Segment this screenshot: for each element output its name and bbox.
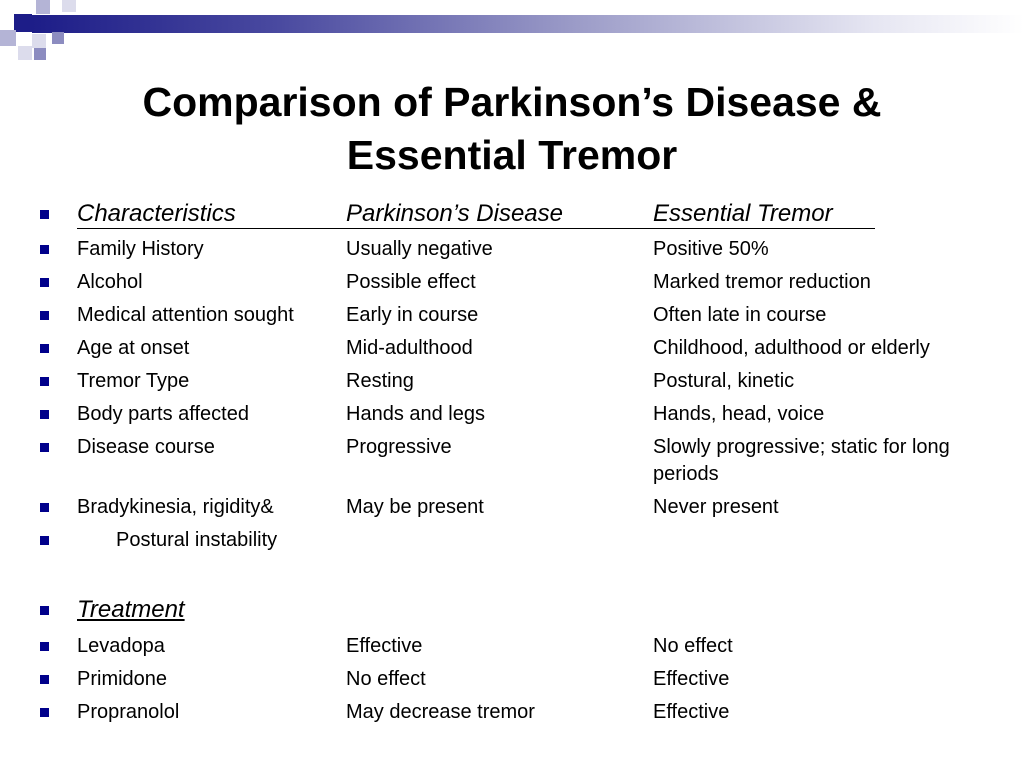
treatment-drug: Primidone xyxy=(77,668,168,690)
bullet-icon xyxy=(40,642,49,651)
row-essential-tremor: Hands, head, voice xyxy=(653,403,825,425)
decor-square xyxy=(62,0,76,12)
treatment-essential-tremor: Effective xyxy=(653,701,730,723)
row-essential-tremor: Childhood, adulthood or elderly xyxy=(653,337,930,359)
bullet-icon xyxy=(40,377,49,386)
bullet-icon xyxy=(40,410,49,419)
row-characteristic: Age at onset xyxy=(77,337,190,359)
title-line-2: Essential Tremor xyxy=(346,132,678,178)
bullet-icon xyxy=(40,311,49,320)
row-essential-tremor: Postural, kinetic xyxy=(653,370,795,392)
row-parkinsons: Possible effect xyxy=(346,271,476,293)
bullet-icon xyxy=(40,210,49,219)
row-essential-tremor: Marked tremor reduction xyxy=(653,271,871,293)
row-essential-tremor: Often late in course xyxy=(653,304,827,326)
row-parkinsons: Resting xyxy=(346,370,414,392)
row-parkinsons: Hands and legs xyxy=(346,403,485,425)
bullet-icon xyxy=(40,344,49,353)
row-essential-tremor: Slowly progressive; static for long periods xyxy=(653,436,950,485)
bullet-icon xyxy=(40,708,49,717)
row-essential-tremor: Never present xyxy=(653,496,779,518)
row-parkinsons: May be present xyxy=(346,496,484,518)
row-parkinsons: Usually negative xyxy=(346,238,493,260)
treatment-drug: Propranolol xyxy=(77,701,180,723)
treatment-parkinsons: No effect xyxy=(346,668,426,690)
decor-square xyxy=(0,30,16,46)
header-underline xyxy=(77,228,875,229)
row-parkinsons: Mid-adulthood xyxy=(346,337,473,359)
row-characteristic: Alcohol xyxy=(77,271,143,293)
treatment-essential-tremor: Effective xyxy=(653,668,730,690)
row-characteristic: Postural instability xyxy=(116,529,278,551)
row-characteristic: Body parts affected xyxy=(77,403,249,425)
decor-square xyxy=(18,46,32,60)
decor-square xyxy=(52,32,64,44)
bullet-icon xyxy=(40,443,49,452)
bullet-icon xyxy=(40,536,49,545)
bullet-icon xyxy=(40,245,49,254)
bullet-icon xyxy=(40,503,49,512)
row-characteristic: Disease course xyxy=(77,436,215,458)
header-parkinsons: Parkinson’s Disease xyxy=(346,200,563,227)
row-characteristic: Medical attention sought xyxy=(77,304,294,326)
row-parkinsons: Progressive xyxy=(346,436,452,458)
row-characteristic: Family History xyxy=(77,238,204,260)
row-characteristic: Tremor Type xyxy=(77,370,190,392)
row-essential-tremor: Positive 50% xyxy=(653,238,769,260)
bullet-icon xyxy=(40,278,49,287)
treatment-heading: Treatment xyxy=(77,596,185,623)
decor-square xyxy=(14,14,32,32)
row-characteristic: Bradykinesia, rigidity& xyxy=(77,496,274,518)
bullet-icon xyxy=(40,675,49,684)
bullet-icon xyxy=(40,606,49,615)
slide-title xyxy=(60,76,964,182)
treatment-parkinsons: Effective xyxy=(346,635,423,657)
title-line-1: Comparison of Parkinson’s Disease & xyxy=(142,79,882,125)
header-characteristics: Characteristics xyxy=(77,200,236,227)
decor-square xyxy=(34,48,46,60)
decor-square xyxy=(32,34,46,48)
header-gradient-band xyxy=(32,15,1024,33)
header-essential-tremor: Essential Tremor xyxy=(653,200,833,227)
treatment-drug: Levadopa xyxy=(77,635,165,657)
row-parkinsons: Early in course xyxy=(346,304,479,326)
treatment-essential-tremor: No effect xyxy=(653,635,733,657)
decor-square xyxy=(36,0,50,14)
treatment-parkinsons: May decrease tremor xyxy=(346,701,535,723)
